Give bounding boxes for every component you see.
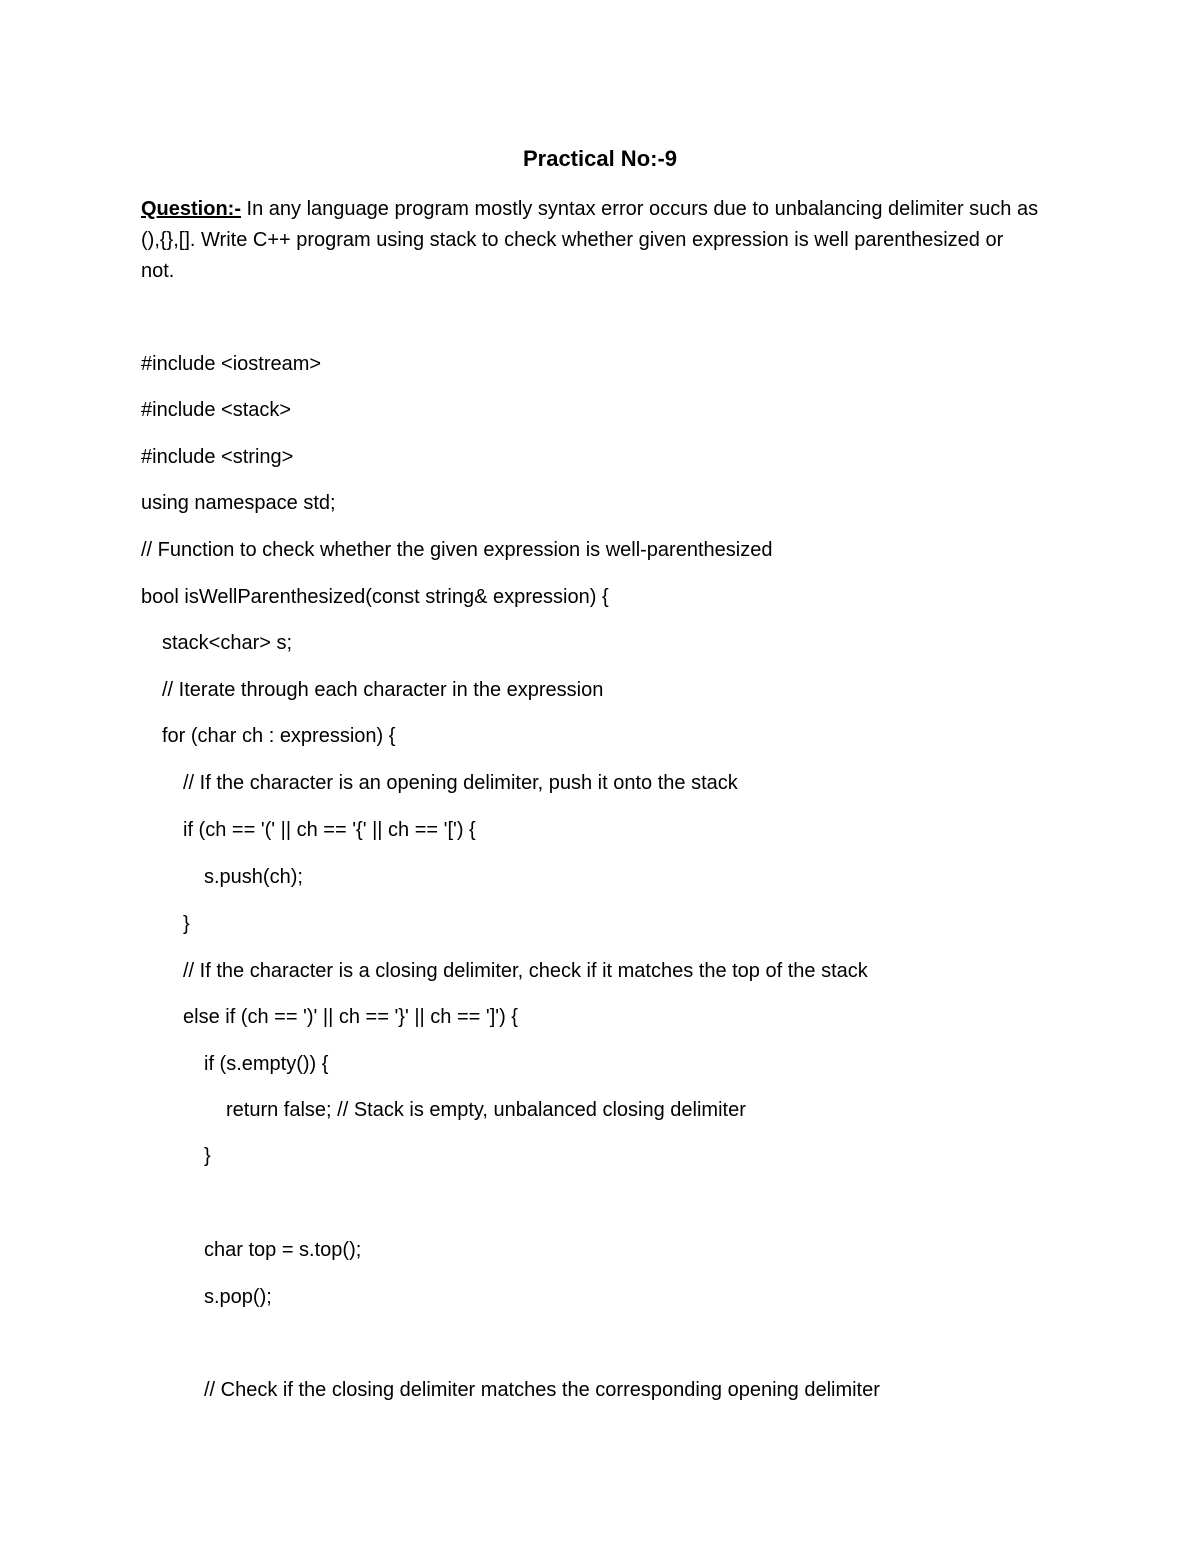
code-line: bool isWellParenthesized(const string& expression) { (141, 586, 609, 608)
question-text: In any language program mostly syntax error occurs due to unbalancing delimiter such as (),{},[]. Write C++ program using stack to check whether given expression is well parenthesized or not. (141, 198, 1039, 282)
code-line: } (204, 1145, 211, 1167)
code-line: s.push(ch); (204, 866, 303, 888)
code-line: // Check if the closing delimiter matches the corresponding opening delimiter (204, 1379, 880, 1401)
code-line: char top = s.top(); (204, 1239, 362, 1261)
code-line: // Iterate through each character in the expression (162, 679, 604, 701)
code-line: s.pop(); (204, 1286, 272, 1308)
code-line: #include <iostream> (141, 353, 322, 375)
code-line: return false; // Stack is empty, unbalanced closing delimiter (226, 1099, 746, 1121)
code-line: else if (ch == ')' || ch == '}' || ch == ']') { (183, 1006, 518, 1028)
code-line: // Function to check whether the given expression is well-parenthesized (141, 539, 773, 561)
code-line: using namespace std; (141, 492, 336, 514)
code-line: if (s.empty()) { (204, 1053, 329, 1075)
question-label: Question:- (141, 198, 241, 220)
code-line: #include <string> (141, 446, 294, 468)
code-line: } (183, 913, 190, 935)
code-line: if (ch == '(' || ch == '{' || ch == '[') { (183, 819, 476, 841)
page-title: Practical No:-9 (522, 146, 678, 171)
code-line: stack<char> s; (162, 632, 293, 654)
code-line: for (char ch : expression) { (162, 725, 396, 747)
code-line: // If the character is an opening delimiter, push it onto the stack (183, 772, 738, 794)
code-line: // If the character is a closing delimiter, check if it matches the top of the stack (183, 960, 868, 982)
question-paragraph (141, 194, 1041, 287)
code-line: #include <stack> (141, 399, 292, 421)
